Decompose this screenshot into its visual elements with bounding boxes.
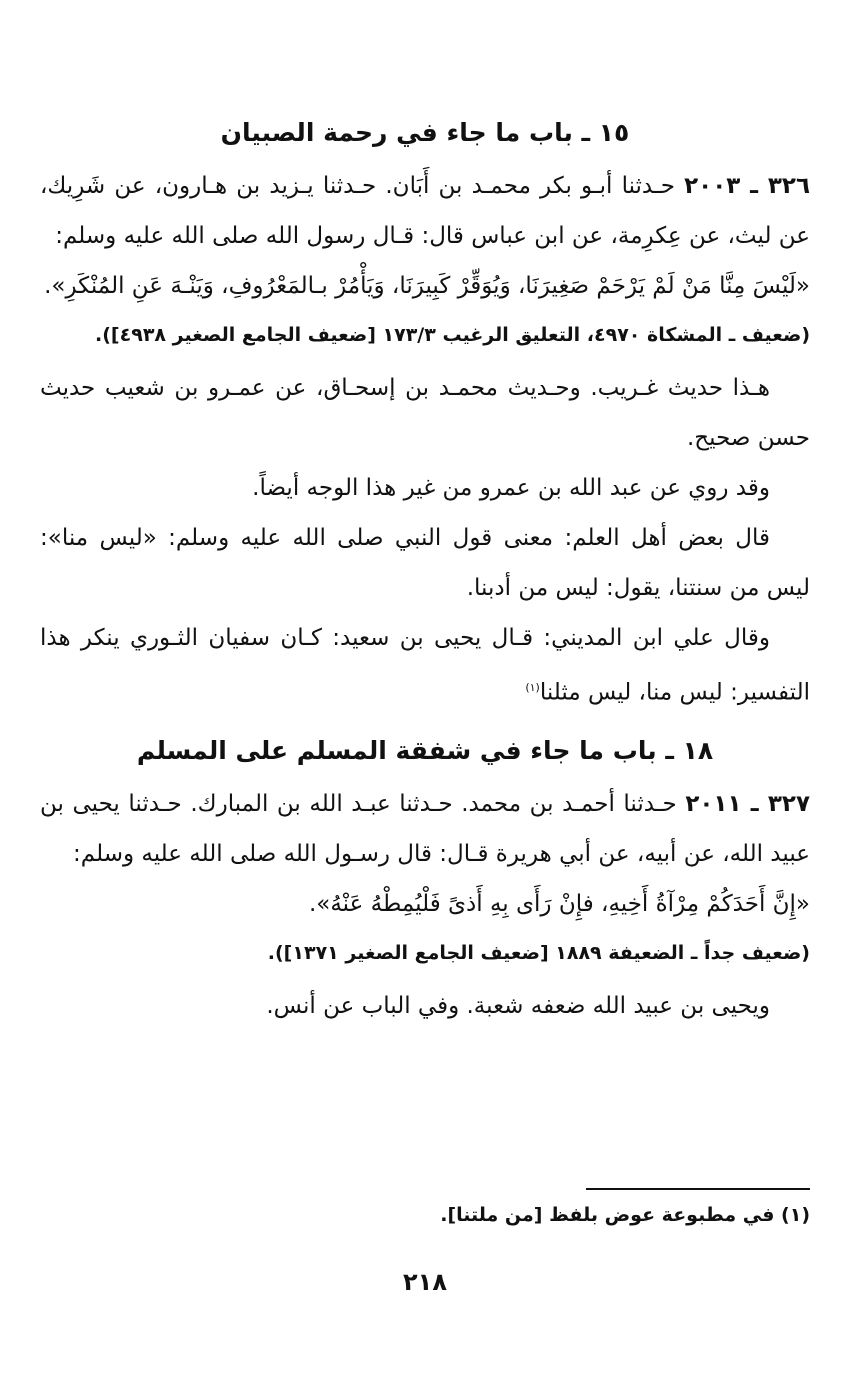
hadith-326-grade: (ضعيف ـ المشكاة ٤٩٧٠، التعليق الرغيب ١٧٣/٣ [ضعيف الجامع الصغير ٤٩٣٨]).	[95, 324, 810, 346]
hadith-327-number: ٣٢٧ ـ ٢٠١١	[685, 790, 810, 817]
commentary-paragraph: وقد روي عن عبد الله بن عمرو من غير هذا الوجه أيضاً.	[252, 475, 770, 501]
hadith-326-isnad-text: حـدثنا أبـو بكر محمـد بن أَبَان. حـدثنا يـزيد بن هـارون، عن شَرِيك، عن ليث، عن عِكرِمة، عن ابن عباس قال: قـال رسول الله صلى الله عليه وسلم:	[40, 173, 810, 249]
hadith-327-matn: «إِنَّ أَحَدَكُمْ مِرْآةُ أَخِيهِ، فإِنْ رَأَى بِهِ أَذىً فَلْيُمِطْهُ عَنْهُ».	[308, 890, 810, 917]
hadith-326-isnad	[40, 161, 810, 261]
commentary-paragraph: قال بعض أهل العلم: معنى قول النبي صلى الله عليه وسلم: «ليس منا»: ليس من سنتنا، يقول: ليس من أدبنا.	[40, 525, 810, 601]
footnote: (١) في مطبوعة عوض بلفظ [من ملتنا].	[440, 1204, 810, 1226]
book-page	[40, 100, 810, 1330]
hadith-327-grade: (ضعيف جداً ـ الضعيفة ١٨٨٩ [ضعيف الجامع الصغير ١٣٧١]).	[267, 941, 810, 964]
commentary-text: وقال علي ابن المديني: قـال يحيى بن سعيد: كـان سفيان الثـوري ينكر هذا التفسير: ليس منا، ليس مثلنا	[40, 625, 810, 706]
chapter-18-heading: ١٨ ـ باب ما جاء في شفقة المسلم على المسلم	[136, 735, 714, 765]
hadith-326-number: ٣٢٦ ـ ٢٠٠٣	[684, 173, 811, 199]
footnote-ref: (١)	[525, 681, 540, 694]
hadith-326-matn: «لَيْسَ مِنَّا مَنْ لَمْ يَرْحَمْ صَغِيرَنَا، وَيُوَقِّرْ كَبِيرَنَا، وَيَأْمُرْ بـالمَعْرُوفِ، وَيَنْـهَ عَنِ المُنْكَرِ».	[44, 273, 810, 299]
hadith-327-isnad-text: حـدثنا أحمـد بن محمد. حـدثنا عبـد الله بن المبارك. حـدثنا يحيى بن عبيد الله، عن أبيه، عن أبي هريرة قـال: قال رسـول الله صلى الله عليه وسلم:	[40, 790, 810, 867]
hadith-327-isnad	[40, 779, 810, 879]
commentary-paragraph	[40, 613, 810, 718]
page-number: ٢١٨	[403, 1268, 447, 1296]
commentary-paragraph: ويحيى بن عبيد الله ضعفه شعبة. وفي الباب عن أنس.	[266, 992, 770, 1019]
commentary-paragraph: هـذا حديث غـريب. وحـديث محمـد بن إسحـاق، عن عمـرو بن شعيب حديث حسن صحيح.	[40, 375, 810, 451]
footnote-divider	[586, 1188, 810, 1190]
chapter-15-heading: ١٥ ـ باب ما جاء في رحمة الصبيان	[220, 118, 630, 147]
